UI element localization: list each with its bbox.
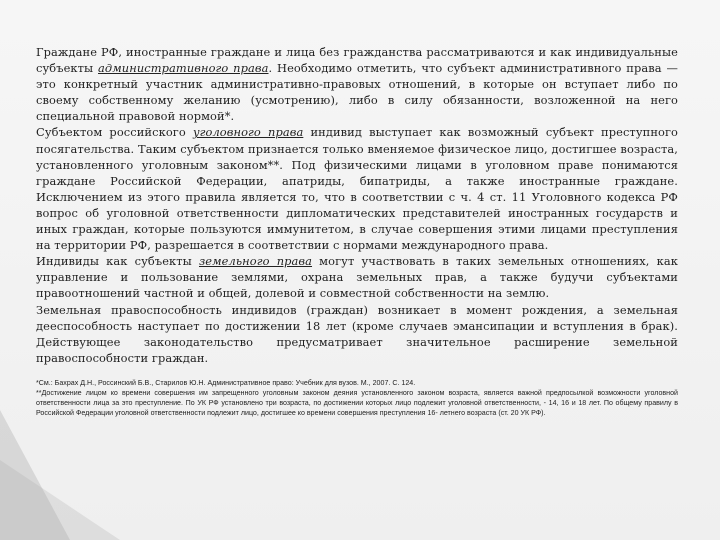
paragraph-text: Субъектом российского <box>36 125 193 140</box>
paragraph-text: индивид выступает как возможный субъект преступного посягательства. Таким субъектом признается только вменяемое физическое лицо, достигшее возраста, установленного уголовным законом**. Под физическими лицами в уголовном праве понимаются граждане Российской Федерации, апатриды, бипатриды, а также иностранные граждане. Исключением из этого правила является то, что в соответствии с ч. 4 ст. 11 Уголовного кодекса РФ вопрос об уголовной ответственности дипломатических представителей иностранных государств и иных граждан, которые пользуются иммунитетом, в случае совершения этими лицами преступления на территории РФ, разрешается в соответствии с нормами международного права. <box>36 125 678 253</box>
slide-content <box>36 44 678 419</box>
paragraph-text: Индивиды как субъекты <box>36 254 199 269</box>
paragraph-text: могут участвовать в таких земельных отношениях, как управление и пользование землями, охрана земельных прав, а также будучи субъектами правоотношений частной и общей, долевой и совместной собственности на землю. <box>36 254 678 301</box>
link-admin-law[interactable]: административного права <box>98 61 269 76</box>
paragraph-text: . Необходимо отметить, что субъект административного права — это конкретный участник административно-правовых отношений, в которые он вступает либо по своему собственному желанию (усмотрению), либо в силу обязанности, возложенной на него специальной правовой нормой*. <box>36 61 678 124</box>
footnotes <box>36 378 678 419</box>
decorative-corner-shape-inner <box>0 410 70 540</box>
paragraph-land-law <box>36 253 678 301</box>
link-land-law[interactable]: земельного права <box>198 254 313 269</box>
paragraph-text: Земельная правоспособность индивидов (граждан) возникает в момент рождения, а земельная дееспособность наступает по достижении 18 лет (кроме случаев эмансипации и вступления в брак). Действующее законодательство предусматривает значительное расширение земельной правоспособности граждан. <box>36 302 678 365</box>
paragraph-text: Граждане РФ, иностранные граждане и лица без гражданства рассматриваются и как индивидуальные субъекты <box>36 45 678 76</box>
paragraph-criminal-law <box>36 124 678 253</box>
footnote-1: *См.: Бахрах Д.Н., Россинский Б.В., Старилов Ю.Н. Административное право: Учебник для вузов. М., 2007. С. 124. <box>36 378 416 387</box>
paragraph-admin-law <box>36 44 678 124</box>
footnote-2: **Достижение лицом ко времени совершения им запрещенного уголовным законом деяния установленного законом возраста, является важной предпосылкой возможности уголовной ответственности лица за это преступление. По УК РФ установлено три возраста, по достижении которых лицо подлежит уголовной ответственности, - 14, 16 и 18 лет. По общему правилу в Российской Федерации уголовной ответственности подлежит лицо, достигшее ко времени совершения преступления 16- летнего возраста (ст. 20 УК РФ). <box>36 389 678 418</box>
paragraph-land-capacity <box>36 302 678 366</box>
link-criminal-law[interactable]: уголовного права <box>192 125 304 140</box>
